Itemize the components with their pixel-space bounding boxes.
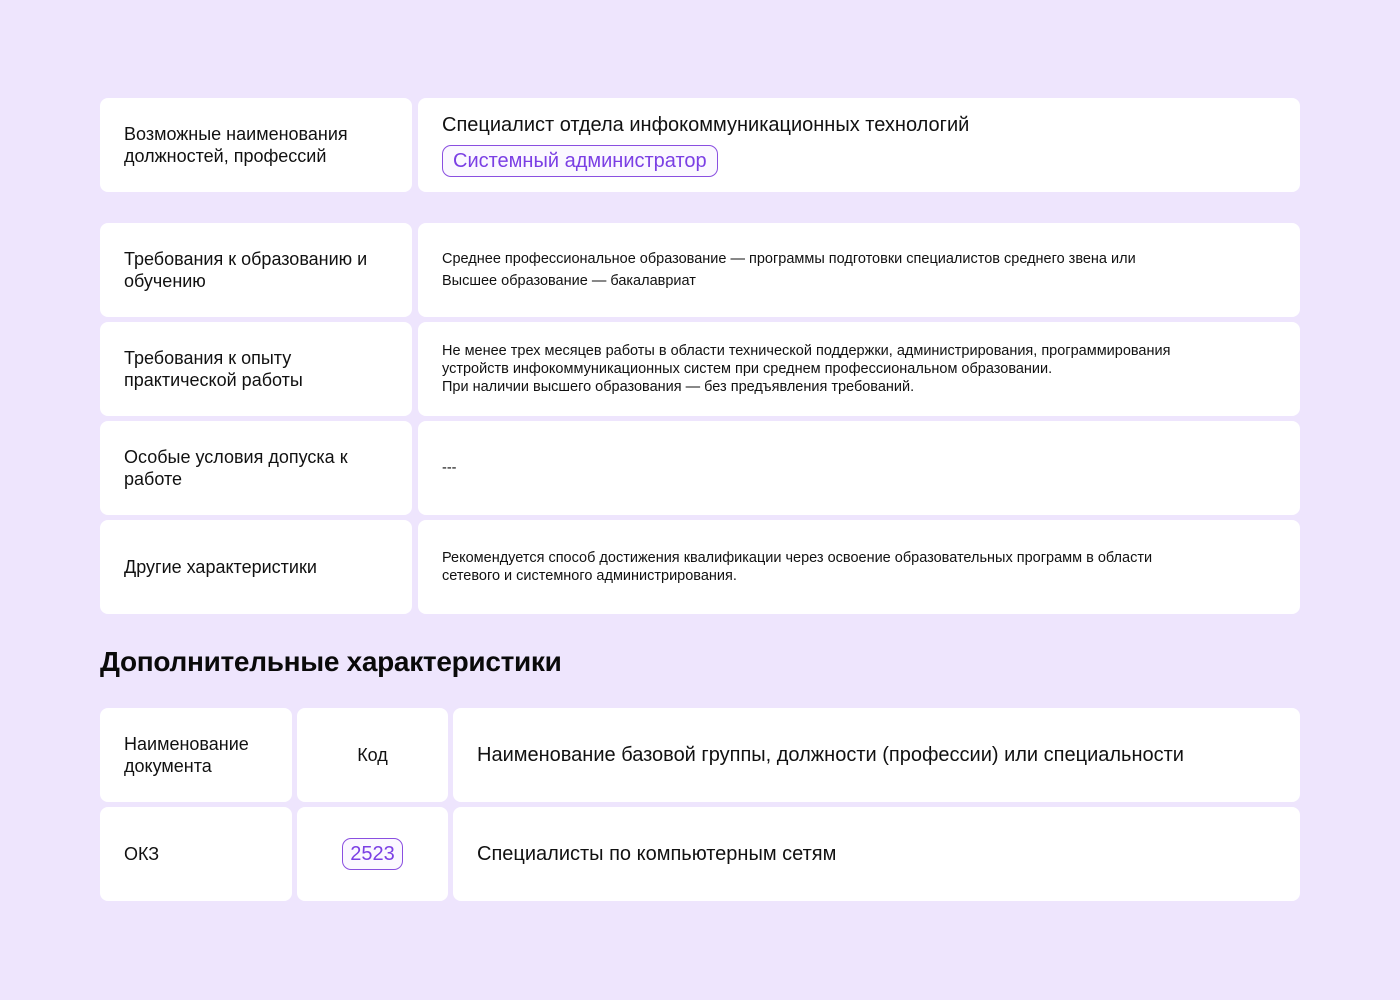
- header-code: Код: [357, 745, 388, 765]
- row-other-value: [418, 520, 1300, 614]
- experience-line: Не менее трех месяцев работы в области технической поддержки, администрирования, программирования: [442, 343, 1171, 359]
- row-conditions-value: [418, 421, 1300, 515]
- experience-line: устройств инфокоммуникационных систем при среднем профессиональном образовании.: [442, 361, 1053, 377]
- row-label-text: Особые условия допуска к работе: [124, 447, 348, 489]
- row-label-text: Требования к образованию и обучению: [124, 249, 368, 291]
- row-conditions-label: [100, 421, 412, 515]
- row-job-titles-value: [418, 98, 1300, 192]
- row-name-cell: [453, 807, 1300, 901]
- header-name-cell: [453, 708, 1300, 802]
- row-education-value: [418, 223, 1300, 317]
- row-label-text: Другие характеристики: [124, 557, 317, 577]
- job-title-primary: Специалист отдела инфокоммуникационных технологий: [442, 114, 970, 136]
- header-doc: Наименование документа: [124, 734, 249, 776]
- row-job-titles-label: [100, 98, 412, 192]
- section-title: Дополнительные характеристики: [100, 646, 562, 677]
- conditions-line: ---: [442, 460, 457, 476]
- row-experience-value: [418, 322, 1300, 416]
- job-title-tag: Системный администратор: [442, 145, 718, 177]
- education-line: Среднее профессиональное образование — программы подготовки специалистов среднего звена или: [442, 251, 1136, 267]
- other-line: сетевого и системного администрирования.: [442, 568, 737, 584]
- header-doc-cell: [100, 708, 292, 802]
- name-value: Специалисты по компьютерным сетям: [477, 843, 837, 865]
- row-code-cell: [297, 807, 448, 901]
- experience-line: При наличии высшего образования — без предъявления требований.: [442, 379, 915, 395]
- other-line: Рекомендуется способ достижения квалификации через освоение образовательных программ в области: [442, 550, 1153, 566]
- code-tag: 2523: [342, 838, 403, 870]
- header-name: Наименование базовой группы, должности (профессии) или специальности: [477, 744, 1184, 766]
- header-code-cell: [297, 708, 448, 802]
- row-doc-cell: [100, 807, 292, 901]
- row-label-text: Требования к опыту практической работы: [124, 348, 303, 390]
- row-label-text: Возможные наименования должностей, профессий: [124, 124, 348, 166]
- education-line: Высшее образование — бакалавриат: [442, 273, 696, 289]
- row-education-label: [100, 223, 412, 317]
- row-other-label: [100, 520, 412, 614]
- doc-value: ОКЗ: [124, 844, 160, 864]
- row-experience-label: [100, 322, 412, 416]
